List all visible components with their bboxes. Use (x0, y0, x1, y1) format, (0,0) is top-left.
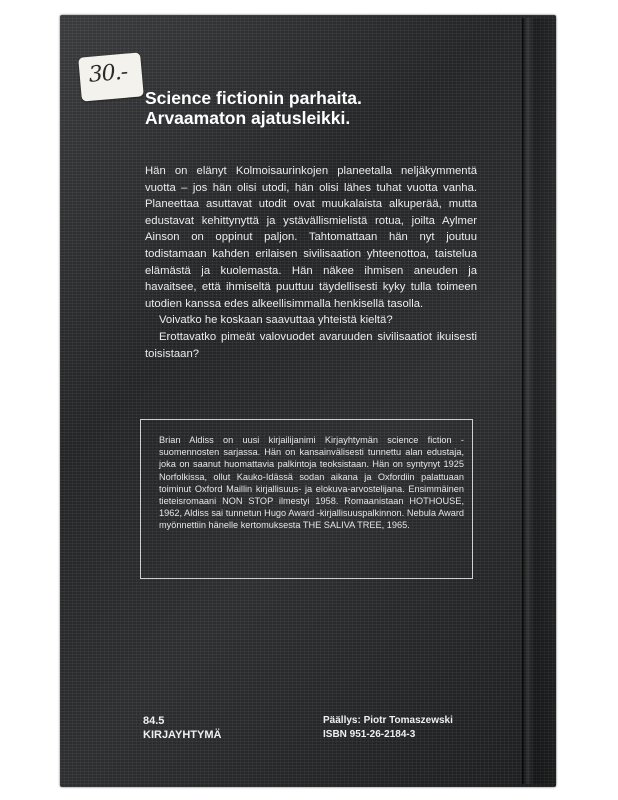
publisher-code: 84.5 (143, 715, 165, 727)
cover-credit: Päällys: Piotr Tomaszewski (323, 715, 453, 726)
publisher-block (143, 714, 221, 742)
tagline (145, 88, 505, 128)
book-back-cover (60, 15, 556, 787)
price-sticker (78, 52, 144, 101)
blurb-text (145, 163, 477, 362)
credits-block (323, 714, 453, 742)
blurb-paragraph-1: Hän on elänyt Kolmoisaurinkojen planeetalla neljäkymmentä vuotta – jos hän olisi utodi, hän olisi lähes tuhat vuotta vanha. Planeettaa asuttavat utodit ovat muukalaista alkuperää, mutta edustavat kehittynyttä ja ystävällismielistä rotua, joilta Aylmer Ainson on oppinut paljon. Tahtomattaan hän nyt joutuu todistamaan kahden erilaisen sivilisaation yhteenottoa, taistelua elämästä ja kuolemasta. Hän näkee ihmisen aneuden ja havaitsee, että ihmiseltä puuttuu täydellisesti kyky tulla toimeen utodien kanssa edes alkeellisimmalla henkisellä tasolla. (145, 165, 477, 310)
blurb-question-2: Erottavatko pimeät valovuodet avaruuden sivilisaatiot ikuisesti toisistaan? (145, 330, 477, 360)
author-bio-text: Brian Aldiss on uusi kirjailijanimi Kirjayhtymän science fiction -suomennosten sarjassa. Hän on kansainvälisesti tunnettu alan edustaja, joka on saanut huomattavia palkintoja teoksistaan. Hän on syntynyt 1925 Norfolkissa, ollut Kauko-Idässä sodan aikana ja Oxfordiin palattuaan toiminut Oxford Maillin kirjallisuus- ja elokuva-arvostelijana. Ensimmäinen tieteisromaani NON STOP ilmestyi 1958. Romaanistaan HOTHOUSE, 1962, Aldiss sai tunnetun Hugo Award -kirjallisuuspalkinnon. Nebula Award myönnettiin hänelle kertomuksesta THE SALIVA TREE, 1965. (159, 435, 464, 531)
blurb-question-1: Voivatko he koskaan saavuttaa yhteistä kieltä? (159, 314, 393, 327)
book-spine-edge (522, 18, 557, 784)
author-bio-box (140, 419, 473, 579)
price-sticker-text: 30.- (87, 59, 129, 88)
publisher-name: KIRJAYHTYMÄ (143, 729, 222, 741)
isbn: ISBN 951-26-2184-3 (323, 729, 416, 740)
tagline-line-1: Science fictionin parhaita. (145, 88, 362, 108)
tagline-line-2: Arvaamaton ajatusleikki. (145, 108, 351, 128)
